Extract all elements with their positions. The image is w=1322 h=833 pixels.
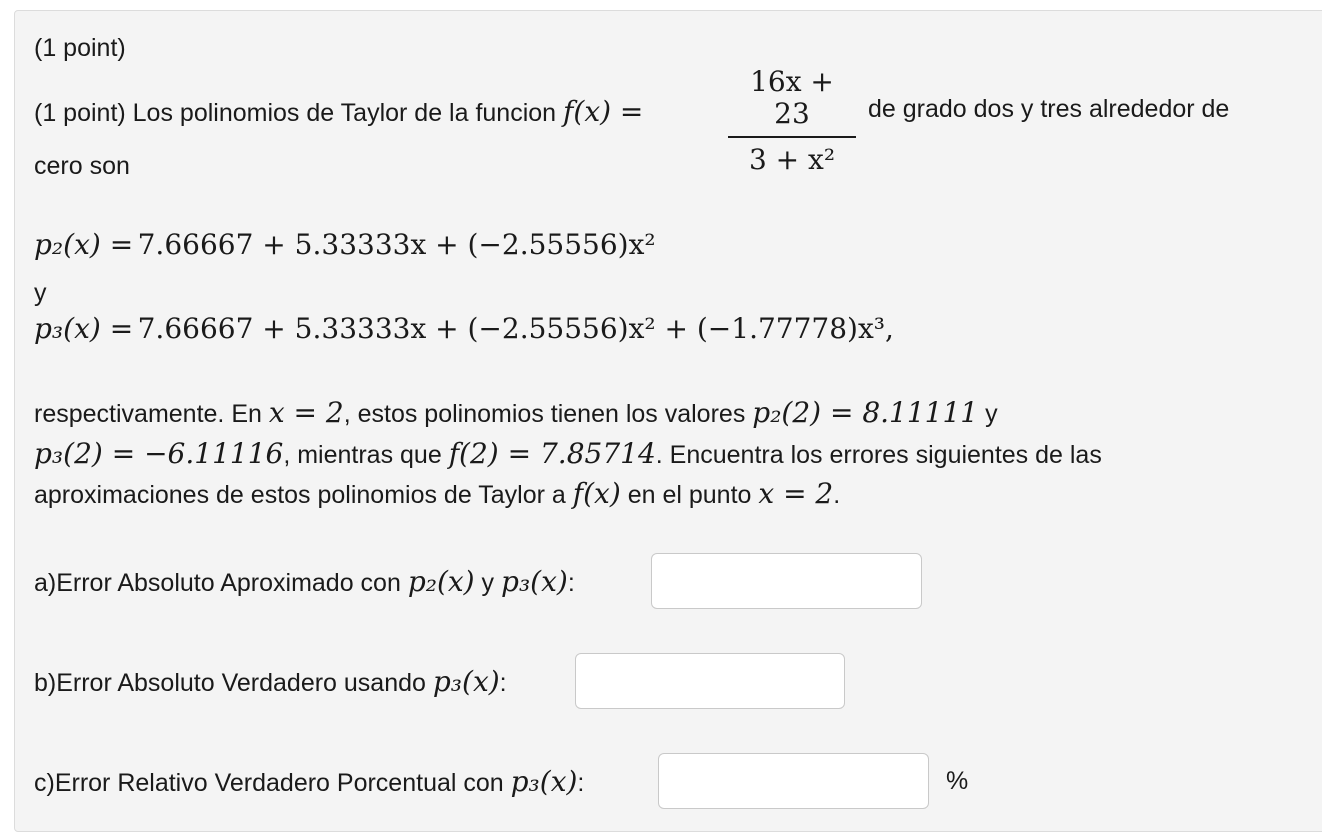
intro-suffix: de grado dos y tres alrededor de: [868, 95, 1230, 123]
part-b-label: [34, 665, 507, 698]
paragraph-line-3: [34, 477, 840, 510]
text-segment: y: [474, 569, 502, 597]
y-word: y: [34, 279, 47, 307]
text-segment: :: [577, 769, 585, 797]
p3-equation: [34, 312, 894, 345]
text-segment: en el punto: [620, 481, 759, 509]
p2-lhs: p₂(x) =: [34, 228, 134, 261]
text-segment: a)Error Absoluto Aproximado con: [34, 569, 408, 597]
math-segment: x = 2: [268, 396, 344, 429]
paragraph-line-2: [34, 437, 1102, 470]
text-segment: aproximaciones de estos polinomios de Taylor a: [34, 481, 573, 509]
text-segment: .: [833, 481, 841, 509]
part-a-label: [34, 565, 575, 598]
text-segment: , mientras que: [283, 441, 449, 469]
percent-unit: %: [946, 767, 969, 795]
paragraph-line-1: [34, 396, 998, 429]
math-segment: f(x): [572, 477, 621, 510]
intro-text: [34, 95, 643, 128]
math-segment: p₃(x): [501, 565, 568, 598]
intro-line2: cero son: [34, 152, 130, 180]
function-fraction: [728, 66, 856, 176]
text-segment: respectivamente. En: [34, 400, 269, 428]
part-b-answer-input[interactable]: [575, 653, 845, 709]
part-c-label: [34, 765, 584, 798]
text-segment: . Encuentra los errores siguientes de las: [655, 441, 1102, 469]
math-segment: x = 2: [758, 477, 834, 510]
point-label: (1 point): [34, 34, 126, 62]
p3-lhs: p₃(x) =: [34, 312, 134, 345]
math-segment: p₂(2) = 8.11111: [752, 396, 979, 429]
math-segment: p₂(x): [407, 565, 475, 598]
text-segment: y: [978, 400, 998, 428]
math-segment: p₃(x): [432, 665, 500, 698]
text-segment: :: [499, 669, 507, 697]
fraction-numerator: 16x + 23: [750, 65, 834, 130]
text-segment: :: [567, 569, 575, 597]
text-segment: , estos polinomios tienen los valores: [343, 400, 753, 428]
text-segment: c)Error Relativo Verdadero Porcentual con: [34, 769, 511, 797]
intro-prefix: (1 point) Los polinomios de Taylor de la funcion: [34, 99, 564, 127]
part-c-answer-input[interactable]: [658, 753, 929, 809]
p3-rhs: 7.66667 + 5.33333x + (−2.55556)x² + (−1.77778)x³,: [137, 312, 894, 345]
fraction-denominator: 3 + x²: [748, 143, 836, 176]
math-segment: f(2) = 7.85714: [448, 437, 656, 470]
fraction-bar: [728, 136, 856, 138]
part-a-answer-input[interactable]: [651, 553, 922, 609]
p2-equation: [34, 228, 656, 261]
p2-rhs: 7.66667 + 5.33333x + (−2.55556)x²: [137, 228, 656, 261]
math-segment: p₃(2) = −6.11116: [34, 437, 284, 470]
math-segment: p₃(x): [510, 765, 578, 798]
function-label: f(x) =: [563, 95, 644, 128]
text-segment: b)Error Absoluto Verdadero usando: [34, 669, 433, 697]
